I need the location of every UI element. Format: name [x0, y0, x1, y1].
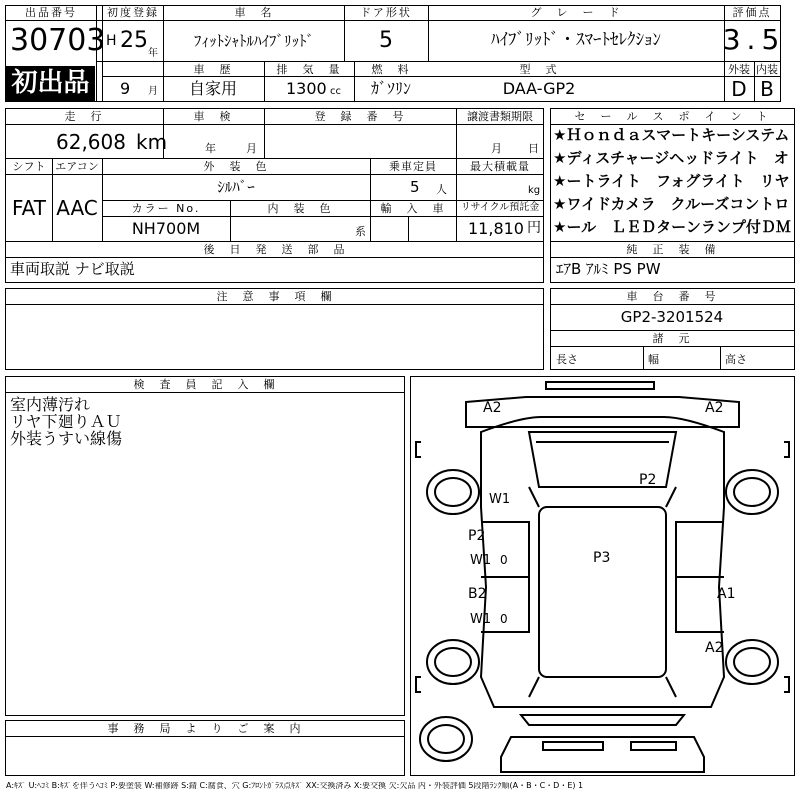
width-label: 幅: [648, 353, 659, 366]
sales-points-list: [553, 126, 794, 240]
inspection-month-unit: 月: [246, 142, 257, 155]
recycle-fee-unit: 円: [527, 220, 541, 236]
model-label: 型 式: [519, 63, 559, 76]
capacity: 5: [410, 178, 420, 196]
damage-mark: W1: [489, 492, 511, 507]
office-label: 事 務 局 よ り ご 案 内: [107, 722, 303, 735]
fuel-label: 燃 料: [371, 63, 411, 76]
recycle-fee-label: リサイクル預託金: [460, 202, 540, 213]
month-unit: 月: [148, 86, 158, 97]
inspection-label: 車 検: [193, 110, 233, 123]
damage-mark: 0: [500, 612, 508, 626]
exterior-grade-label: 外装: [728, 63, 750, 76]
car-name-label: 車 名: [234, 6, 274, 19]
damage-mark: A2: [483, 400, 502, 416]
color-number-label: カラー No.: [131, 202, 201, 215]
exterior-color: ｼﾙﾊﾞｰ: [217, 178, 255, 196]
grade: ﾊｲﾌﾞﾘｯﾄﾞ・ｽﾏｰﾄｾﾚｸｼｮﾝ: [491, 30, 661, 50]
score-label: 評価点: [732, 6, 772, 19]
registration-year: 25: [120, 28, 148, 53]
import-car-label: 輸 入 車: [380, 202, 446, 215]
model-code: DAA-GP2: [502, 79, 576, 98]
sales-point: ★ワイドカメラ クルーズコントロ: [553, 195, 790, 213]
displacement-unit: cc: [330, 86, 341, 97]
lot-number-label: 出品番号: [25, 6, 77, 19]
mileage: 62,608: [56, 130, 126, 154]
inspector-label: 検 査 員 記 入 欄: [133, 378, 277, 391]
equipment: ｴｱB ｱﾙﾐ PS PW: [556, 260, 661, 278]
air-conditioner: AAC: [56, 196, 98, 220]
damage-diagram: [410, 376, 795, 776]
damage-mark: A2: [705, 400, 724, 416]
door-label: ドア形状: [360, 6, 412, 19]
mileage-unit: km: [136, 130, 168, 154]
chassis-number-label: 車 台 番 号: [626, 290, 718, 303]
damage-mark: A2: [705, 640, 724, 656]
damage-mark: W1: [470, 553, 492, 568]
interior-color-label: 内 装 色: [267, 202, 333, 215]
history-label: 車 歴: [193, 63, 233, 76]
door-type: 5: [379, 28, 393, 53]
registration-month: 9: [120, 79, 131, 98]
score: 3.5: [722, 23, 786, 56]
sales-point: ★ール ＬＥＤターンランプ付ＤＭ: [553, 218, 791, 236]
displacement-label: 排 気 量: [276, 63, 342, 76]
inspector-note: 外装うすい線傷: [10, 429, 123, 448]
grade-label: グ レ ー ド: [530, 6, 622, 19]
transfer-day-unit: 日: [528, 142, 539, 155]
inspector-note: 室内薄汚れ: [10, 395, 91, 414]
interior-grade-label: 内装: [756, 63, 778, 76]
later-parts: 車両取説 ナビ取説: [10, 260, 135, 278]
era: H: [106, 33, 117, 49]
capacity-label: 乗車定員: [389, 160, 437, 173]
inspection-year-unit: 年: [205, 142, 216, 155]
damage-mark: B2: [468, 586, 487, 602]
color-number: NH700M: [131, 219, 201, 238]
sales-point: ★ートライト フォグライト リヤ: [553, 172, 790, 190]
shift: FAT: [11, 196, 47, 220]
damage-mark: W1: [470, 612, 492, 627]
transfer-deadline-label: 譲渡書類期限: [467, 110, 533, 123]
notes-label: 注 意 事 項 欄: [216, 290, 334, 303]
mileage-label: 走 行: [64, 110, 104, 123]
equipment-label: 純 正 装 備: [626, 243, 718, 256]
later-parts-label: 後 日 発 送 部 品: [203, 243, 347, 256]
exterior-grade: D: [731, 77, 747, 101]
max-load-label: 最大積載量: [470, 160, 530, 173]
shift-label: シフト: [12, 160, 46, 173]
year-unit: 年: [148, 48, 158, 59]
interior-color-unit: 系: [355, 225, 366, 238]
plate-label: 登 録 番 号: [314, 110, 406, 123]
car-outline: [411, 377, 794, 775]
damage-mark: P2: [639, 472, 657, 488]
damage-mark: P3: [593, 550, 611, 566]
legend: A:ｷｽﾞ U:ﾍｺﾐ B:ｷｽﾞを伴うﾍｺﾐ P:要塗装 W:補修跡 S:錆 C:腐食、穴 G:ﾌﾛﾝﾄｶﾞﾗｽ点ｷｽﾞ XX:交換済み X:要交換 欠:欠品 内・外装評価 5段階ﾗﾝｸ順(A・B・C・D・E) 1: [6, 782, 584, 790]
dimensions-label: 諸 元: [652, 332, 692, 345]
first-registration-label: 初度登録: [107, 6, 159, 19]
recycle-fee: 11,810: [468, 219, 524, 238]
sales-point: ★Ｈｏｎｄａスマートキーシステム: [553, 126, 790, 144]
transfer-month-unit: 月: [491, 142, 502, 155]
damage-mark: 0: [500, 553, 508, 567]
first-listing-badge: 初出品: [6, 66, 95, 101]
exterior-color-label: 外 装 色: [203, 160, 269, 173]
fuel: ｶﾞｿﾘﾝ: [370, 79, 412, 98]
length-label: 長さ: [556, 353, 578, 366]
history: 自家用: [188, 79, 238, 98]
chassis-number: GP2-3201524: [620, 308, 724, 326]
sales-points-label: セ ー ル ス ポ イ ン ト: [574, 110, 770, 123]
sales-point: ★ディスチャージヘッドライト オ: [553, 149, 789, 167]
capacity-unit: 人: [436, 183, 447, 196]
displacement: 1300: [286, 79, 327, 98]
car-name: ﾌｨｯﾄｼｬﾄﾙﾊｲﾌﾞﾘｯﾄﾞ: [193, 32, 315, 50]
inspector-note: リヤ下廻りＡＵ: [10, 412, 122, 431]
interior-grade: B: [760, 77, 774, 101]
ac-label: エアコン: [55, 160, 99, 173]
height-label: 高さ: [725, 353, 747, 366]
damage-mark: P2: [468, 528, 486, 544]
lot-number: 30703: [10, 23, 106, 58]
damage-mark: A1: [717, 586, 736, 602]
max-load-unit: kg: [528, 185, 541, 196]
